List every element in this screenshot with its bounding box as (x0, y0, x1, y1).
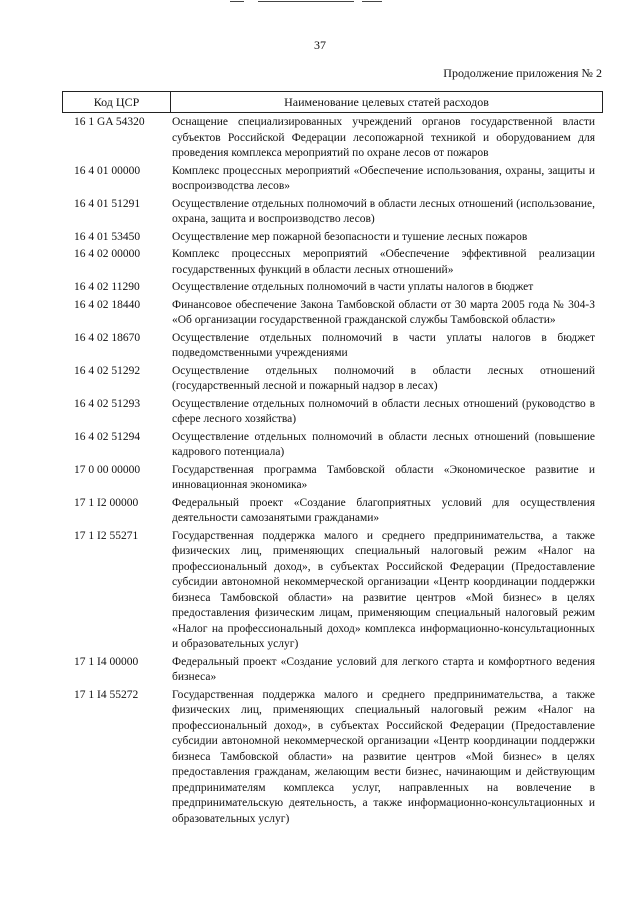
row-code: 17 1 I4 00000 (74, 655, 139, 668)
table-row (62, 364, 603, 395)
row-code: 17 1 I2 55271 (74, 529, 139, 542)
table-header (62, 91, 603, 113)
table-row (62, 164, 603, 195)
top-edge-marks (230, 0, 390, 4)
row-name: Осуществление отдельных полномочий в области лесных отношений (руководство в сфере лесного хозяйства) (172, 397, 595, 425)
codes-table (62, 91, 603, 827)
table-row (62, 496, 603, 527)
row-code: 16 4 02 18440 (74, 298, 141, 311)
table-row (62, 280, 603, 296)
row-code: 16 4 02 11290 (74, 281, 140, 293)
row-name: Оснащение специализированных учреждений органов государственной власти субъектов Российской Федерации лесопожарной техникой и оборудованием для проведения комплекса мероприятий по охране лесов от пожаров (172, 116, 595, 159)
row-code: 16 1 GA 54320 (74, 116, 145, 128)
table-row (62, 463, 603, 494)
table-row (62, 298, 603, 329)
row-name: Осуществление отдельных полномочий в области лесных отношений (использование, охрана, защита и воспроизводство лесов) (172, 197, 595, 225)
code-column-header: Код ЦСР (63, 92, 171, 112)
continuation-label: Продолжение приложения № 2 (443, 66, 602, 80)
row-code: 16 4 02 18670 (74, 331, 141, 344)
row-code: 16 4 02 51292 (74, 364, 141, 377)
table-row (62, 247, 603, 278)
table-row (62, 331, 603, 362)
row-name: Финансовое обеспечение Закона Тамбовской области от 30 марта 2005 года № 304-З «Об организации государственной гражданской службы Тамбовской области» (172, 298, 595, 326)
table-row (62, 688, 603, 828)
row-name: Осуществление отдельных полномочий в области лесных отношений (повышение кадрового потенциала) (172, 430, 595, 458)
row-name: Осуществление отдельных полномочий в части уплаты налогов в бюджет (172, 281, 534, 293)
row-name: Осуществление отдельных полномочий в части уплаты налогов в бюджет подведомственными учреждениями (172, 331, 595, 359)
table-row (62, 529, 603, 653)
row-name: Государственная поддержка малого и среднего предпринимательства, а также физических лиц, применяющих специальный налоговый режим «Налог на профессиональный доход», в субъектах Российской Федерации (Предоставление субсидии автономной некоммерческой организации «Центр координации поддержки бизнеса Тамбовской области» на развитие центров «Мой бизнес» в целях предоставления гражданам, желающим вести бизнес, начинающим и действующим предпринимателям комплекса услуг, направленных на вовлечение в предпринимательскую деятельность, а также информационно-консультационных и образовательных услуг) (172, 688, 595, 825)
row-code: 16 4 02 51293 (74, 397, 141, 410)
row-name: Федеральный проект «Создание условий для легкого старта и комфортного ведения бизнеса» (172, 655, 595, 683)
row-code: 16 4 01 53450 (74, 230, 141, 243)
table-row (62, 655, 603, 686)
row-name: Государственная программа Тамбовской области «Экономическое развитие и инновационная экономика» (172, 463, 595, 491)
row-code: 16 4 02 00000 (74, 248, 141, 260)
row-code: 17 0 00 00000 (74, 463, 141, 476)
row-name: Осуществление отдельных полномочий в области лесных отношений (государственный лесной и пожарный надзор в лесах) (172, 364, 595, 392)
name-column-header: Наименование целевых статей расходов (284, 95, 489, 109)
table-row (62, 197, 603, 228)
table-row (62, 397, 603, 428)
table-row (62, 230, 603, 246)
row-name: Осуществление мер пожарной безопасности и тушение лесных пожаров (172, 230, 528, 243)
row-code: 16 4 01 00000 (74, 164, 141, 177)
row-code: 17 1 I4 55272 (74, 688, 139, 701)
row-name: Государственная поддержка малого и среднего предпринимательства, а также физических лиц, применяющих специальный налоговый режим «Налог на профессиональный доход», в субъектах Российской Федерации (Предоставление субсидии автономной некоммерческой организации «Центр координации поддержки бизнеса Тамбовской области» на развитие центров «Мой бизнес» в целях предоставления физическим лицам, применяющим специальный налоговый режим «Налог на профессиональный доход» комплекса информационно-консультационных и образовательных услуг) (172, 529, 595, 650)
table-body (62, 115, 603, 827)
row-name: Федеральный проект «Создание благоприятных условий для осуществления деятельности самозанятыми гражданами» (172, 496, 595, 524)
page-number: 37 (314, 38, 326, 52)
table-row (62, 430, 603, 461)
row-code: 17 1 I2 00000 (74, 496, 139, 509)
row-code: 16 4 01 51291 (74, 197, 141, 210)
row-name: Комплекс процессных мероприятий «Обеспечение эффективной реализации государственных функций в области лесных отношений» (172, 248, 595, 276)
row-name: Комплекс процессных мероприятий «Обеспечение использования, охраны, защиты и воспроизводства лесов» (172, 164, 595, 192)
table-row (62, 115, 603, 162)
row-code: 16 4 02 51294 (74, 430, 141, 443)
